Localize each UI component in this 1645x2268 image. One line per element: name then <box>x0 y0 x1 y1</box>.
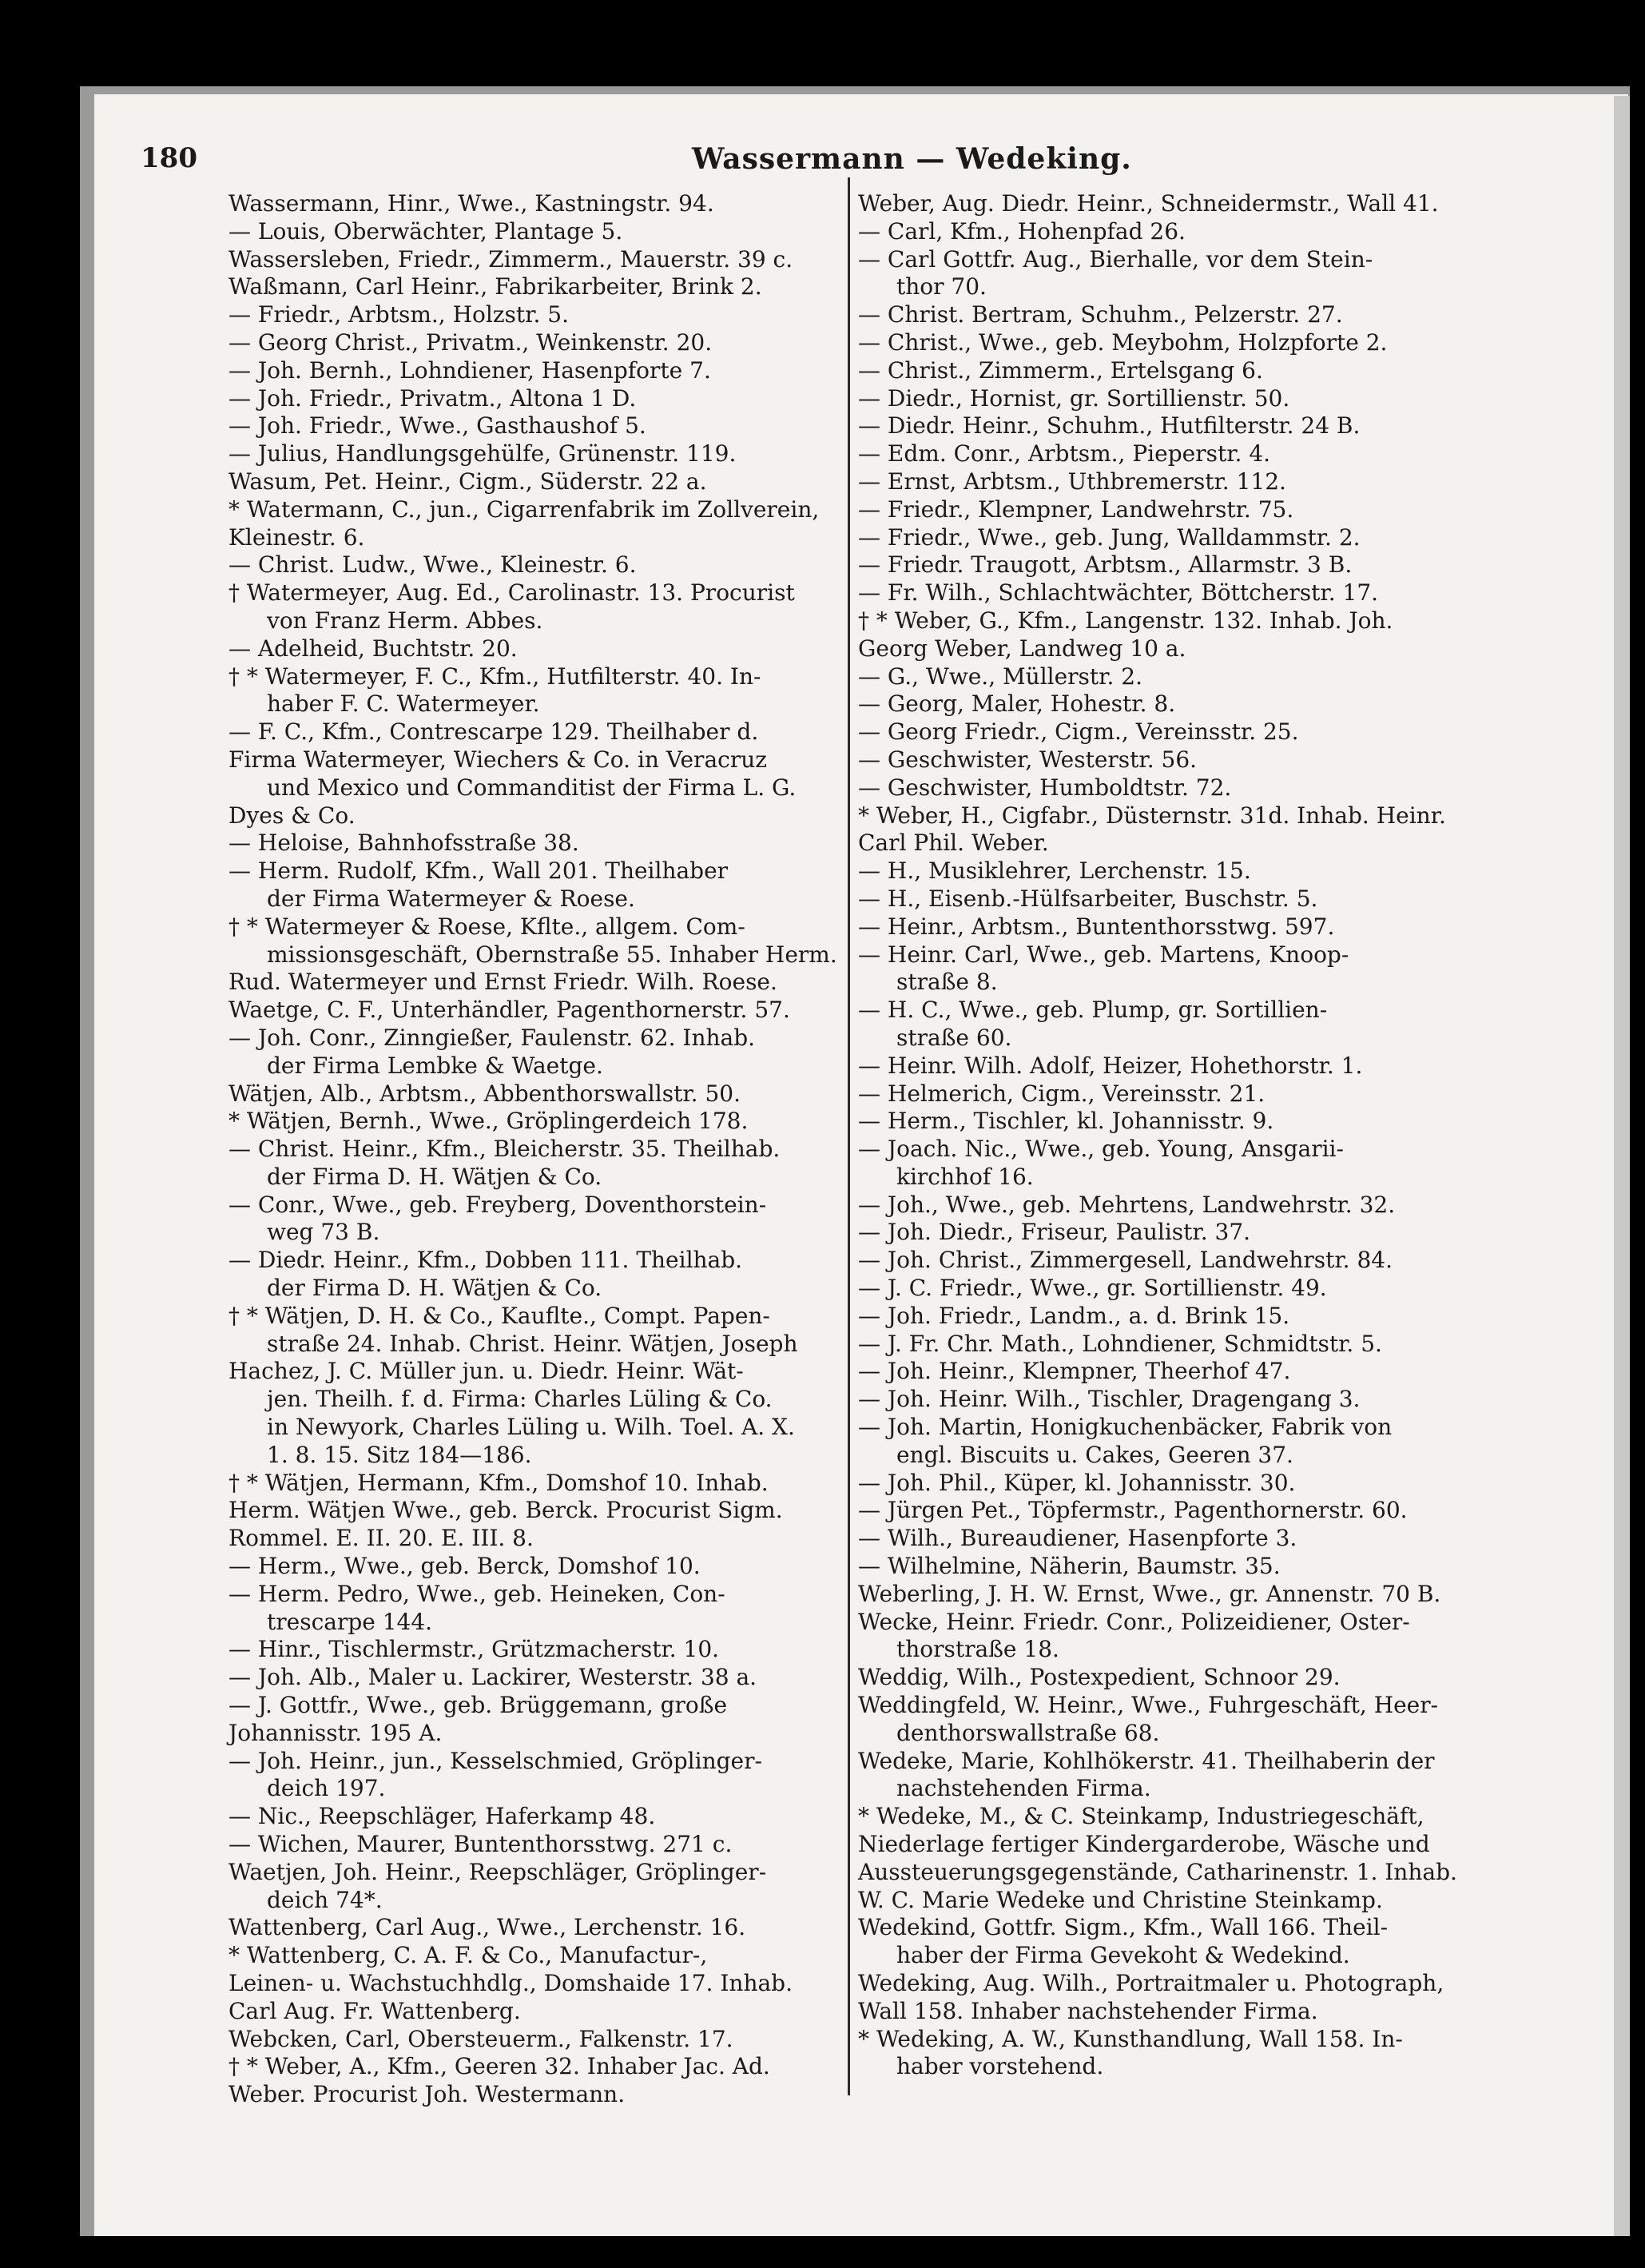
directory-entry-line: * Weber, H., Cigfabr., Düsternstr. 31d. Inhab. Heinr. <box>858 802 1446 829</box>
directory-entry-line: Dyes & Co. <box>228 802 356 829</box>
directory-entry-line: † * Wätjen, Hermann, Kfm., Domshof 10. Inhab. <box>228 1469 769 1496</box>
directory-entry-line: Carl Aug. Fr. Wattenberg. <box>228 1997 521 2024</box>
directory-entry-line: — Diedr. Heinr., Kfm., Dobben 111. Theilhab. <box>228 1247 743 1274</box>
directory-entry-line: straße 24. Inhab. Christ. Heinr. Wätjen, Joseph <box>267 1330 798 1357</box>
directory-entry-line: — G., Wwe., Müllerstr. 2. <box>858 662 1143 690</box>
directory-entry-line: Weber, Aug. Diedr. Heinr., Schneidermstr., Wall 41. <box>858 190 1439 217</box>
directory-entry-line: von Franz Herm. Abbes. <box>267 607 543 634</box>
directory-entry-line: — Georg Christ., Privatm., Weinkenstr. 20. <box>228 328 713 356</box>
directory-entry-line: — Geschwister, Humboldtstr. 72. <box>858 774 1232 801</box>
directory-entry-line: — Joach. Nic., Wwe., geb. Young, Ansgarii- <box>858 1136 1344 1163</box>
directory-entry-line: * Wattenberg, C. A. F. & Co., Manufactur-, <box>228 1942 708 1969</box>
directory-entry-line: Aussteuerungsgegenstände, Catharinenstr. 1. Inhab. <box>858 1858 1457 1885</box>
directory-entry-line: der Firma Lembke & Waetge. <box>267 1052 603 1079</box>
directory-entry-line: — Wilhelmine, Näherin, Baumstr. 35. <box>858 1553 1281 1580</box>
directory-entry-line: — Joh. Heinr., Klempner, Theerhof 47. <box>858 1358 1291 1385</box>
directory-entry-line: Herm. Wätjen Wwe., geb. Berck. Procurist Sigm. <box>228 1497 783 1524</box>
directory-entry-line: — Adelheid, Buchtstr. 20. <box>228 635 518 662</box>
directory-entry-line: — Ernst, Arbtsm., Uthbremerstr. 112. <box>858 468 1286 495</box>
directory-entry-line: — Carl Gottfr. Aug., Bierhalle, vor dem Stein- <box>858 245 1373 273</box>
directory-entry-line: Waetjen, Joh. Heinr., Reepschläger, Gröplinger- <box>228 1858 767 1885</box>
page-number: 180 <box>141 142 197 174</box>
directory-entry-line: Hachez, J. C. Müller jun. u. Diedr. Heinr. Wät- <box>228 1358 744 1385</box>
directory-entry-line: — Joh. Heinr., jun., Kesselschmied, Gröplinger- <box>228 1747 762 1774</box>
directory-entry-line: — Herm. Pedro, Wwe., geb. Heineken, Con- <box>228 1580 725 1607</box>
directory-entry-line: der Firma Watermeyer & Roese. <box>267 885 635 912</box>
directory-entry-line: — Georg Friedr., Cigm., Vereinsstr. 25. <box>858 718 1299 746</box>
directory-entry-line: — Christ. Ludw., Wwe., Kleinestr. 6. <box>228 551 637 579</box>
directory-entry-line: — Wichen, Maurer, Buntenthorsstwg. 271 c. <box>228 1831 733 1858</box>
directory-entry-line: † * Wätjen, D. H. & Co., Kauflte., Compt. Papen- <box>228 1302 770 1329</box>
directory-entry-line: — Heloise, Bahnhofsstraße 38. <box>228 830 579 857</box>
directory-entry-line: — Diedr., Hornist, gr. Sortillienstr. 50. <box>858 384 1290 412</box>
directory-entry-line: — J. C. Friedr., Wwe., gr. Sortillienstr. 49. <box>858 1275 1327 1302</box>
directory-entry-line: † * Watermeyer & Roese, Kflte., allgem. Com- <box>228 913 745 940</box>
directory-entry-line: — Heinr. Carl, Wwe., geb. Martens, Knoop- <box>858 941 1349 968</box>
directory-entry-line: trescarpe 144. <box>267 1608 433 1635</box>
directory-entry-line: Waßmann, Carl Heinr., Fabrikarbeiter, Brink 2. <box>228 273 762 300</box>
directory-entry-line: * Wedeke, M., & C. Steinkamp, Industriegeschäft, <box>858 1803 1424 1830</box>
directory-entry-line: — Joh. Conr., Zinngießer, Faulenstr. 62. Inhab. <box>228 1024 756 1051</box>
directory-entry-line: — Herm., Wwe., geb. Berck, Domshof 10. <box>228 1553 701 1580</box>
directory-entry-line: — Hinr., Tischlermstr., Grützmacherstr. 10. <box>228 1636 720 1663</box>
directory-entry-line: * Watermann, C., jun., Cigarrenfabrik im Zollverein, <box>228 495 820 523</box>
directory-entry-line: — J. Fr. Chr. Math., Lohndiener, Schmidtstr. 5. <box>858 1330 1382 1357</box>
directory-entry-line: — Conr., Wwe., geb. Freyberg, Doventhorstein- <box>228 1191 767 1218</box>
directory-entry-line: — J. Gottfr., Wwe., geb. Brüggemann, große <box>228 1692 728 1719</box>
directory-entry-line: Leinen- u. Wachstuchhdlg., Domshaide 17. Inhab. <box>228 1970 793 1996</box>
directory-entry-line: — Joh., Wwe., geb. Mehrtens, Landwehrstr. 32. <box>858 1191 1396 1218</box>
directory-entry-line: — Christ., Zimmerm., Ertelsgang 6. <box>858 356 1263 384</box>
directory-entry-line: Carl Phil. Weber. <box>858 830 1049 857</box>
running-head: Wassermann — Wedeking. <box>692 142 1132 176</box>
directory-entry-line: denthorswallstraße 68. <box>896 1719 1160 1746</box>
directory-entry-line: Johannisstr. 195 A. <box>228 1719 443 1746</box>
directory-entry-line: — F. C., Kfm., Contrescarpe 129. Theilhaber d. <box>228 718 759 746</box>
directory-entry-line: — H. C., Wwe., geb. Plump, gr. Sortillien- <box>858 997 1328 1024</box>
directory-entry-line: — H., Musiklehrer, Lerchenstr. 15. <box>858 857 1251 885</box>
directory-entry-line: — Christ. Heinr., Kfm., Bleicherstr. 35. Theilhab. <box>228 1136 781 1163</box>
directory-entry-line: Firma Watermeyer, Wiechers & Co. in Veracruz <box>228 746 767 773</box>
directory-entry-line: und Mexico und Commanditist der Firma L. G. <box>267 774 797 801</box>
directory-entry-line: — Jürgen Pet., Töpfermstr., Pagenthornerstr. 60. <box>858 1497 1408 1524</box>
directory-entry-line: — H., Eisenb.-Hülfsarbeiter, Buschstr. 5. <box>858 885 1318 912</box>
directory-entry-line: nachstehenden Firma. <box>896 1775 1151 1802</box>
directory-entry-line: Rud. Watermeyer und Ernst Friedr. Wilh. Roese. <box>228 969 777 996</box>
directory-entry-line: — Joh. Martin, Honigkuchenbäcker, Fabrik von <box>858 1414 1393 1441</box>
directory-entry-line: † * Weber, G., Kfm., Langenstr. 132. Inhab. Joh. <box>858 607 1393 634</box>
directory-entry-line: Wedeke, Marie, Kohlhökerstr. 41. Theilhaberin der <box>858 1747 1435 1774</box>
directory-entry-line: Wecke, Heinr. Friedr. Conr., Polizeidiener, Oster- <box>858 1608 1410 1635</box>
directory-entry-line: — Joh. Bernh., Lohndiener, Hasenpforte 7. <box>228 356 711 384</box>
directory-entry-line: straße 60. <box>896 1024 1012 1051</box>
directory-entry-line: — Carl, Kfm., Hohenpfad 26. <box>858 217 1186 245</box>
directory-entry-line: Wätjen, Alb., Arbtsm., Abbenthorswallstr. 50. <box>228 1080 741 1107</box>
directory-entry-line: † * Weber, A., Kfm., Geeren 32. Inhaber Jac. Ad. <box>228 2053 770 2080</box>
directory-entry-line: Weddingfeld, W. Heinr., Wwe., Fuhrgeschäft, Heer- <box>858 1692 1439 1719</box>
directory-entry-line: jen. Theilh. f. d. Firma: Charles Lüling & Co. <box>267 1386 773 1413</box>
directory-entry-line: — Fr. Wilh., Schlachtwächter, Böttcherstr. 17. <box>858 579 1379 607</box>
directory-entry-line: * Wätjen, Bernh., Wwe., Gröplingerdeich 178. <box>228 1108 749 1135</box>
directory-entry-line: — Wilh., Bureaudiener, Hasenpforte 3. <box>858 1525 1297 1552</box>
page-edge-shade <box>1614 96 1630 2236</box>
directory-entry-line: — Joh. Diedr., Friseur, Paulistr. 37. <box>858 1219 1251 1246</box>
directory-entry-line: deich 74*. <box>267 1886 383 1913</box>
directory-entry-line: Wedekind, Gottfr. Sigm., Kfm., Wall 166. Theil- <box>858 1914 1389 1941</box>
directory-entry-line: straße 8. <box>896 969 998 996</box>
directory-entry-line: der Firma D. H. Wätjen & Co. <box>267 1275 602 1302</box>
directory-entry-line: Niederlage fertiger Kindergarderobe, Wäsche und <box>858 1831 1430 1858</box>
directory-entry-line: Wattenberg, Carl Aug., Wwe., Lerchenstr. 16. <box>228 1914 746 1941</box>
left-column <box>228 190 840 2108</box>
page-header <box>141 142 1499 174</box>
directory-entry-line: weg 73 B. <box>267 1219 380 1246</box>
directory-entry-line: engl. Biscuits u. Cakes, Geeren 37. <box>896 1441 1293 1468</box>
directory-entry-line: — Joh. Christ., Zimmergesell, Landwehrstr. 84. <box>858 1247 1393 1274</box>
directory-entry-line: — Christ., Wwe., geb. Meybohm, Holzpforte 2. <box>858 328 1388 356</box>
directory-entry-line: — Friedr., Arbtsm., Holzstr. 5. <box>228 301 570 328</box>
directory-entry-line: Weddig, Wilh., Postexpedient, Schnoor 29. <box>858 1664 1341 1691</box>
directory-entry-line: — Friedr. Traugott, Arbtsm., Allarmstr. 3 B. <box>858 551 1353 579</box>
directory-entry-line: haber F. C. Watermeyer. <box>267 690 540 718</box>
directory-entry-line: — Joh. Friedr., Landm., a. d. Brink 15. <box>858 1302 1290 1329</box>
directory-entry-line: Webcken, Carl, Obersteuerm., Falkenstr. 17. <box>228 2025 733 2052</box>
directory-entry-line: 1. 8. 15. Sitz 184—186. <box>267 1441 532 1468</box>
directory-entry-line: haber der Firma Gevekoht & Wedekind. <box>896 1942 1350 1969</box>
directory-entry-line: — Georg, Maler, Hohestr. 8. <box>858 690 1176 718</box>
right-column <box>858 190 1485 2092</box>
directory-entry-line: in Newyork, Charles Lüling u. Wilh. Toel. A. X. <box>267 1414 795 1441</box>
directory-entry-line: — Friedr., Wwe., geb. Jung, Walldammstr. 2. <box>858 523 1361 551</box>
column-divider <box>848 177 850 2095</box>
directory-entry-line: — Joh. Friedr., Wwe., Gasthaushof 5. <box>228 412 646 440</box>
directory-entry-line: Weber. Procurist Joh. Westermann. <box>228 2081 626 2108</box>
directory-entry-line: — Herm. Rudolf, Kfm., Wall 201. Theilhaber <box>228 857 729 885</box>
directory-entry-line: † * Watermeyer, F. C., Kfm., Hutfilterstr. 40. In- <box>228 662 761 690</box>
directory-entry-line: — Geschwister, Westerstr. 56. <box>858 746 1198 773</box>
directory-entry-line: Waetge, C. F., Unterhändler, Pagenthornerstr. 57. <box>228 997 790 1024</box>
directory-entry-line: thorstraße 18. <box>896 1636 1059 1663</box>
directory-entry-line: — Louis, Oberwächter, Plantage 5. <box>228 217 623 245</box>
directory-entry-line: — Herm., Tischler, kl. Johannisstr. 9. <box>858 1108 1274 1135</box>
directory-entry-line: — Heinr., Arbtsm., Buntenthorsstwg. 597. <box>858 913 1335 940</box>
directory-entry-line: Wall 158. Inhaber nachstehender Firma. <box>858 1997 1318 2024</box>
directory-entry-line: haber vorstehend. <box>896 2053 1104 2080</box>
directory-entry-line: Wassermann, Hinr., Wwe., Kastningstr. 94. <box>228 190 714 217</box>
directory-entry-line: thor 70. <box>896 273 987 300</box>
directory-entry-line: der Firma D. H. Wätjen & Co. <box>267 1163 602 1190</box>
directory-entry-line: — Joh. Phil., Küper, kl. Johannisstr. 30. <box>858 1469 1296 1496</box>
directory-entry-line: — Heinr. Wilh. Adolf, Heizer, Hohethorstr. 1. <box>858 1052 1363 1079</box>
directory-entry-line: — Friedr., Klempner, Landwehrstr. 75. <box>858 495 1294 523</box>
directory-entry-line: — Nic., Reepschläger, Haferkamp 48. <box>228 1803 656 1830</box>
directory-entry-line: Wassersleben, Friedr., Zimmerm., Mauerstr. 39 c. <box>228 245 793 273</box>
directory-entry-line: Kleinestr. 6. <box>228 523 365 551</box>
directory-entry-line: — Julius, Handlungsgehülfe, Grünenstr. 119. <box>228 440 737 468</box>
directory-entry-line: deich 197. <box>267 1775 386 1802</box>
directory-entry-line: W. C. Marie Wedeke und Christine Steinkamp. <box>858 1886 1383 1913</box>
directory-entry-line: Wedeking, Aug. Wilh., Portraitmaler u. Photograph, <box>858 1970 1444 1996</box>
directory-entry-line: † Watermeyer, Aug. Ed., Carolinastr. 13. Procurist <box>228 579 795 607</box>
directory-entry-line: kirchhof 16. <box>896 1163 1034 1190</box>
directory-entry-line: — Joh. Friedr., Privatm., Altona 1 D. <box>228 384 637 412</box>
directory-entry-line: — Diedr. Heinr., Schuhm., Hutfilterstr. 24 B. <box>858 412 1361 440</box>
directory-entry-line: Weberling, J. H. W. Ernst, Wwe., gr. Annenstr. 70 B. <box>858 1580 1441 1607</box>
directory-entry-line: — Joh. Heinr. Wilh., Tischler, Dragengang 3. <box>858 1386 1361 1413</box>
directory-entry-line: Georg Weber, Landweg 10 a. <box>858 635 1186 662</box>
directory-entry-line: — Joh. Alb., Maler u. Lackirer, Westerstr. 38 a. <box>228 1664 757 1691</box>
directory-entry-line: — Edm. Conr., Arbtsm., Pieperstr. 4. <box>858 440 1271 468</box>
directory-entry-line: — Helmerich, Cigm., Vereinsstr. 21. <box>858 1080 1266 1107</box>
directory-entry-line: missionsgeschäft, Obernstraße 55. Inhaber Herm. <box>267 941 837 968</box>
directory-entry-line: — Christ. Bertram, Schuhm., Pelzerstr. 27. <box>858 301 1343 328</box>
directory-entry-line: Rommel. E. II. 20. E. III. 8. <box>228 1525 534 1552</box>
directory-entry-line: * Wedeking, A. W., Kunsthandlung, Wall 158. In- <box>858 2025 1403 2052</box>
directory-entry-line: Wasum, Pet. Heinr., Cigm., Süderstr. 22 a. <box>228 468 707 495</box>
